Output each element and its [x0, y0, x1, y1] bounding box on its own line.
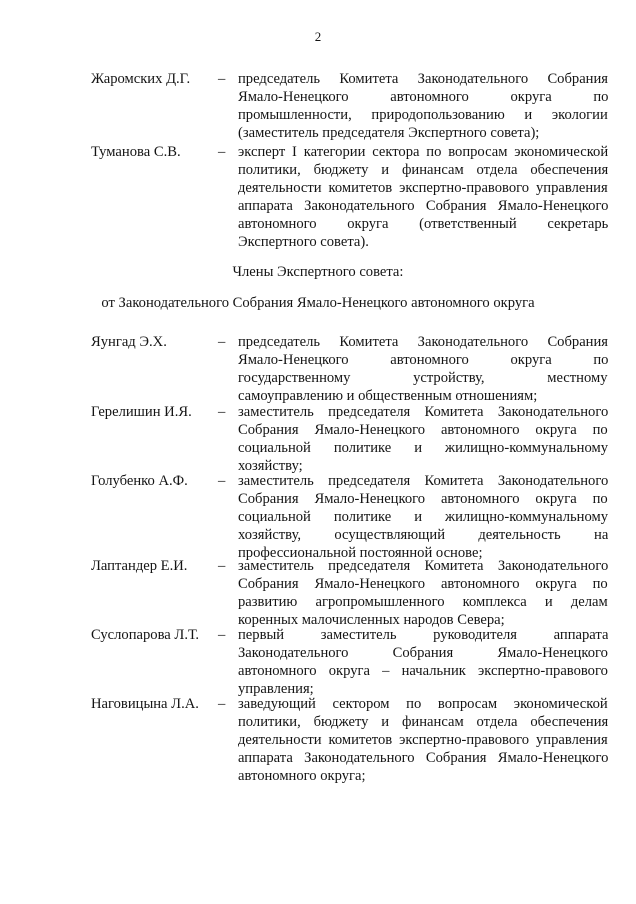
desc-line: промышленности, природопользованию и экологии — [238, 107, 608, 124]
desc-line: Ямало-Ненецкого автономного округа по — [238, 89, 608, 106]
entry-description — [238, 695, 608, 785]
desc-line: развитию агропромышленного комплекса и делам — [238, 594, 608, 611]
entry-dash: – — [218, 334, 226, 350]
desc-line: Собрания Ямало-Ненецкого автономного округа по — [238, 576, 608, 593]
entry-dash: – — [218, 558, 226, 574]
desc-line: Собрания Ямало-Ненецкого автономного округа по — [238, 422, 608, 439]
entry-description — [238, 333, 608, 405]
entry-dash: – — [218, 696, 226, 712]
desc-line: хозяйству; — [238, 458, 303, 475]
entry-name: Герелишин И.Я. — [91, 404, 192, 420]
desc-line: социальной политике и жилищно-коммунальному — [238, 509, 608, 526]
entry-name: Туманова С.В. — [91, 144, 181, 160]
desc-line: заведующий сектором по вопросам экономической — [238, 696, 608, 712]
desc-line: Ямало-Ненецкого автономного округа по — [238, 352, 608, 369]
desc-line: эксперт I категории сектора по вопросам экономической — [238, 144, 608, 160]
entry-dash: – — [218, 473, 226, 489]
desc-line: первый заместитель руководителя аппарата — [238, 627, 608, 643]
desc-line: председатель Комитета Законодательного Собрания — [238, 334, 608, 350]
desc-line: заместитель председателя Комитета Законодательного — [238, 558, 608, 574]
desc-line: государственному устройству, местному — [238, 370, 608, 387]
entry-name: Лаптандер Е.И. — [91, 558, 188, 574]
desc-line: профессиональной постоянной основе; — [238, 545, 483, 562]
entry-name: Суслопарова Л.Т. — [91, 627, 200, 643]
desc-line: автономного округа – начальник экспертно-правового — [238, 663, 608, 680]
entry-dash: – — [218, 627, 226, 643]
desc-line: коренных малочисленных народов Севера; — [238, 612, 505, 629]
page-number: 2 — [314, 29, 322, 44]
entry-description — [238, 557, 608, 629]
desc-line: (заместитель председателя Экспертного совета); — [238, 125, 540, 142]
entry-description — [238, 472, 608, 562]
entry-dash: – — [218, 71, 226, 87]
desc-line: Собрания Ямало-Ненецкого автономного округа по — [238, 491, 608, 508]
desc-line: управления; — [238, 681, 314, 698]
desc-line: самоуправлению и общественным отношениям; — [238, 388, 538, 405]
desc-line: аппарата Законодательного Собрания Ямало-Ненецкого — [238, 198, 608, 215]
desc-line: автономного округа (ответственный секретарь — [238, 216, 608, 233]
desc-line: заместитель председателя Комитета Законодательного — [238, 404, 608, 420]
entry-name: Голубенко А.Ф. — [91, 473, 188, 489]
entry-description — [238, 403, 608, 475]
entry-name: Жаромских Д.Г. — [91, 71, 191, 87]
members-subheading: от Законодательного Собрания Ямало-Ненецкого автономного округа — [101, 295, 535, 311]
desc-line: председатель Комитета Законодательного Собрания — [238, 71, 608, 87]
members-heading: Члены Экспертного совета: — [232, 264, 404, 280]
desc-line: хозяйству, осуществляющий деятельность на — [238, 527, 608, 544]
desc-line: Экспертного совета). — [238, 234, 369, 251]
desc-line: деятельности комитетов экспертно-правового управления — [238, 732, 608, 749]
entry-name: Яунгад Э.Х. — [91, 334, 167, 350]
desc-line: Законодательного Собрания Ямало-Ненецкого — [238, 645, 608, 662]
entry-description — [238, 70, 608, 142]
entry-name: Наговицына Л.А. — [91, 696, 199, 712]
desc-line: политики, бюджету и финансам отдела обеспечения — [238, 162, 608, 179]
desc-line: автономного округа; — [238, 768, 366, 785]
desc-line: политики, бюджету и финансам отдела обеспечения — [238, 714, 608, 731]
desc-line: деятельности комитетов экспертно-правового управления — [238, 180, 608, 197]
entry-dash: – — [218, 144, 226, 160]
desc-line: заместитель председателя Комитета Законодательного — [238, 473, 608, 489]
entry-dash: – — [218, 404, 226, 420]
desc-line: аппарата Законодательного Собрания Ямало-Ненецкого — [238, 750, 608, 767]
entry-description — [238, 143, 608, 252]
entry-description — [238, 626, 608, 698]
desc-line: социальной политике и жилищно-коммунальному — [238, 440, 608, 457]
